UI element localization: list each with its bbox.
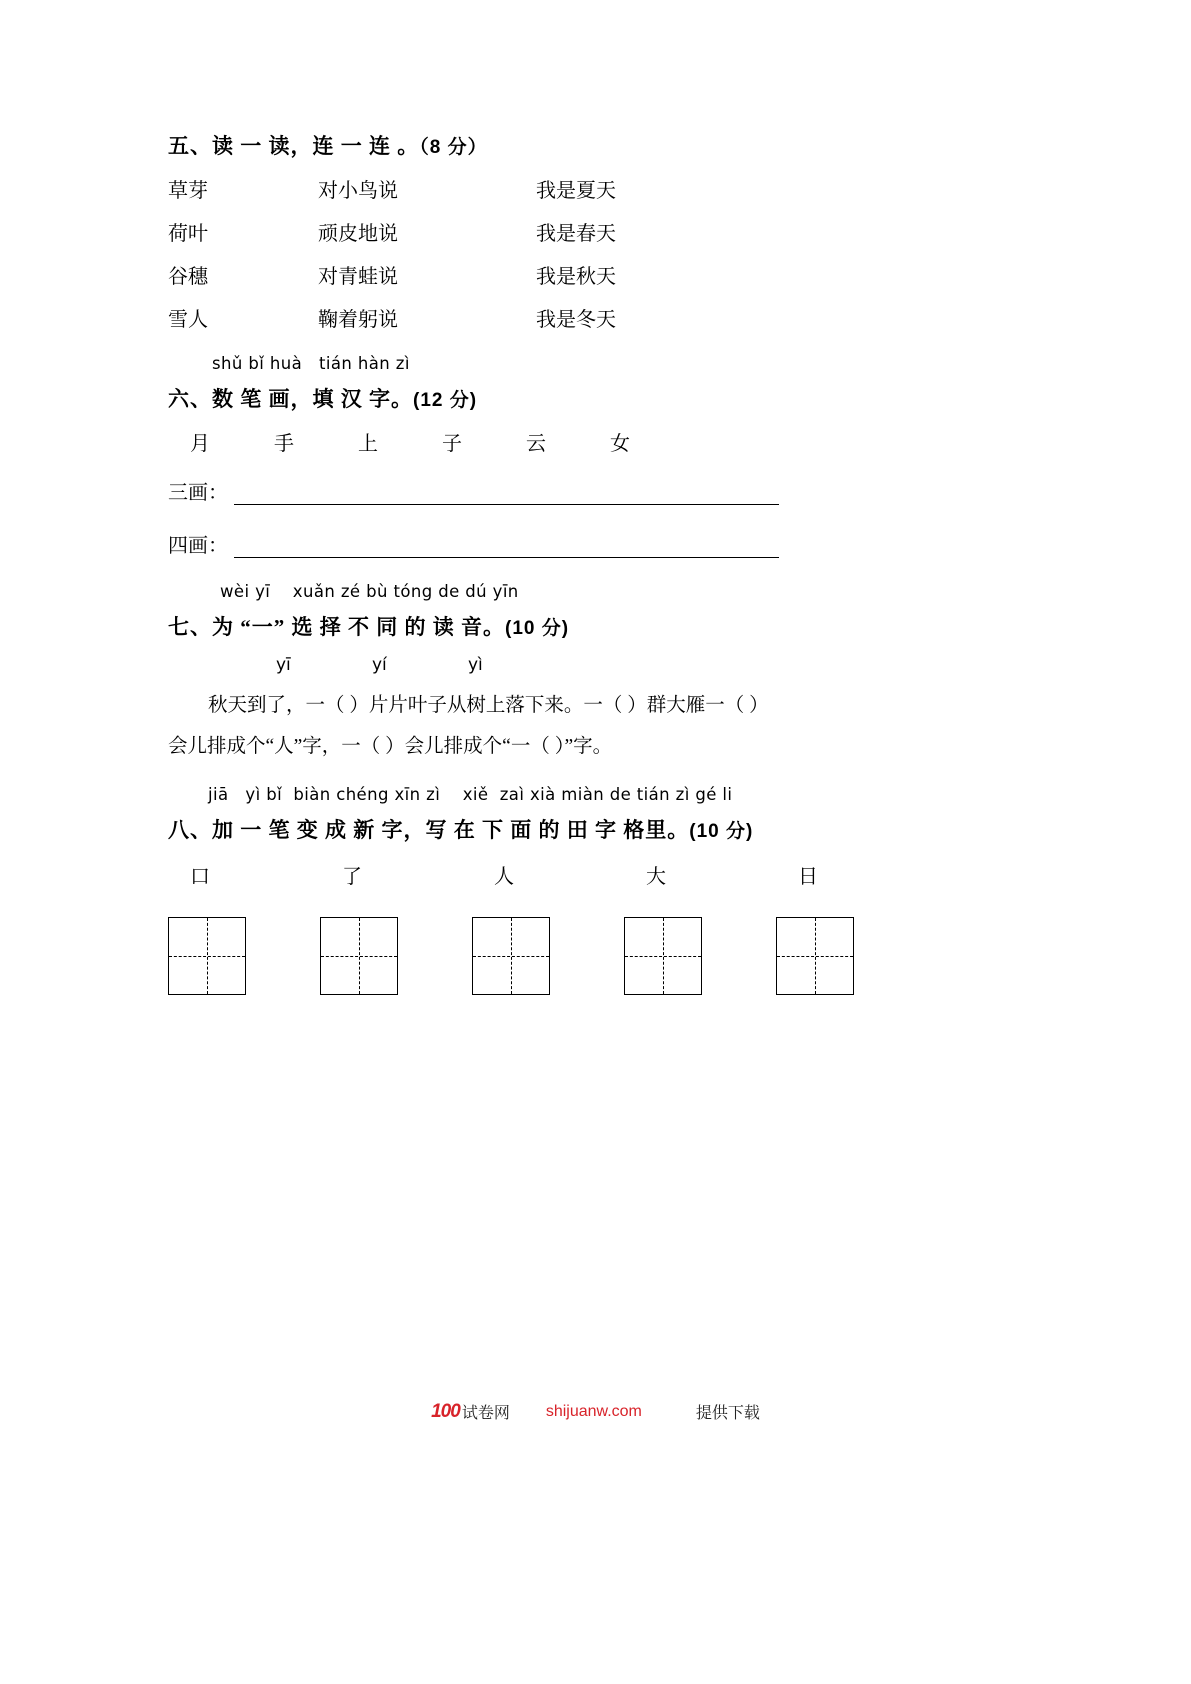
- section-seven-points: (10 分): [505, 618, 570, 639]
- match-row: [168, 260, 1028, 303]
- paragraph-line-2[interactable]: 会儿排成个“人”字，一（ ）会儿排成个“一（ ）”字。: [168, 736, 613, 757]
- match-left-item[interactable]: 草芽: [168, 180, 208, 202]
- section-six-points: (12 分): [413, 390, 478, 411]
- character-item: 月: [190, 433, 210, 455]
- section-eight-heading: [168, 814, 1028, 844]
- section-eight-points: (10 分): [689, 821, 754, 842]
- answer-line-four-strokes: [168, 529, 1028, 558]
- section-seven-paragraph: [168, 685, 1028, 767]
- tianzige-cell[interactable]: [624, 917, 702, 995]
- tianzige-row: [168, 917, 1028, 995]
- match-left-item[interactable]: 雪人: [168, 309, 208, 331]
- match-row: [168, 303, 1028, 346]
- pronunciation-options: [276, 655, 1028, 675]
- pronunciation-option[interactable]: yī: [276, 655, 291, 675]
- logo-word: 试卷网: [461, 1405, 510, 1422]
- match-right-item[interactable]: 我是冬天: [536, 309, 616, 331]
- section-five-points: （8 分）: [419, 137, 488, 158]
- section-five-heading: [168, 130, 1028, 160]
- match-right-item[interactable]: 我是秋天: [536, 266, 616, 288]
- character-item: 手: [274, 433, 294, 455]
- answer-line-three-strokes: [168, 476, 1028, 505]
- pronunciation-option[interactable]: yì: [468, 655, 483, 675]
- answer-blank[interactable]: [234, 541, 779, 558]
- tianzige-cell[interactable]: [776, 917, 854, 995]
- section-eight-pinyin: jiā yì bǐ biàn chéng xīn zì xiě zaì xià miàn de tián zì gé li: [208, 785, 733, 804]
- worksheet-content: [168, 130, 1028, 995]
- character-item: 子: [442, 433, 462, 455]
- paragraph-line-1[interactable]: 秋天到了，一（ ）片片叶子从树上落下来。一（ ）群大雁一（ ）: [208, 695, 769, 716]
- character-item: 日: [798, 866, 818, 888]
- section-eight-character-list: [178, 860, 1028, 889]
- match-right-item[interactable]: 我是春天: [536, 223, 616, 245]
- logo-number: 100: [431, 1400, 460, 1422]
- character-item: 云: [526, 433, 546, 455]
- section-six-pinyin: shǔ bǐ huà tián hàn zì: [212, 354, 410, 373]
- match-middle-item[interactable]: 对青蛙说: [318, 266, 398, 288]
- match-left-item[interactable]: 荷叶: [168, 223, 208, 245]
- character-item: 人: [494, 866, 514, 888]
- character-item: 上: [358, 433, 378, 455]
- match-middle-item[interactable]: 顽皮地说: [318, 223, 398, 245]
- section-seven-title: 七、为 “一” 选 择 不 同 的 读 音。: [168, 615, 505, 639]
- tianzige-cell[interactable]: [168, 917, 246, 995]
- match-row: [168, 217, 1028, 260]
- match-middle-item[interactable]: 鞠着躬说: [318, 309, 398, 331]
- page-footer: [0, 1400, 1191, 1423]
- character-item: 大: [646, 866, 666, 888]
- answer-line-label: 四画：: [168, 535, 228, 557]
- section-five-title: 五、读 一 读，连 一 连 。: [168, 134, 420, 158]
- character-item: 女: [610, 433, 630, 455]
- answer-line-label: 三画：: [168, 482, 228, 504]
- section-six-character-list: [190, 427, 1028, 456]
- match-right-item[interactable]: 我是夏天: [536, 180, 616, 202]
- match-left-item[interactable]: 谷穗: [168, 266, 208, 288]
- match-exercise: [168, 174, 1028, 346]
- site-url[interactable]: shijuanw.com: [545, 1402, 642, 1420]
- section-seven-heading: [168, 611, 1028, 641]
- section-six-heading: [168, 383, 1028, 413]
- section-six-title: 六、数 笔 画，填 汉 字。: [168, 387, 413, 411]
- section-seven-pinyin: wèi yī xuǎn zé bù tóng de dú yīn: [220, 582, 519, 601]
- tianzige-cell[interactable]: [320, 917, 398, 995]
- character-item: 口: [190, 866, 210, 888]
- answer-blank[interactable]: [234, 488, 779, 505]
- character-item: 了: [342, 866, 362, 888]
- pronunciation-option[interactable]: yí: [372, 655, 387, 675]
- section-eight-title: 八、加 一 笔 变 成 新 字，写 在 下 面 的 田 字 格里。: [168, 818, 690, 842]
- download-label[interactable]: 提供下载: [695, 1405, 760, 1422]
- match-middle-item[interactable]: 对小鸟说: [318, 180, 398, 202]
- match-row: [168, 174, 1028, 217]
- tianzige-cell[interactable]: [472, 917, 550, 995]
